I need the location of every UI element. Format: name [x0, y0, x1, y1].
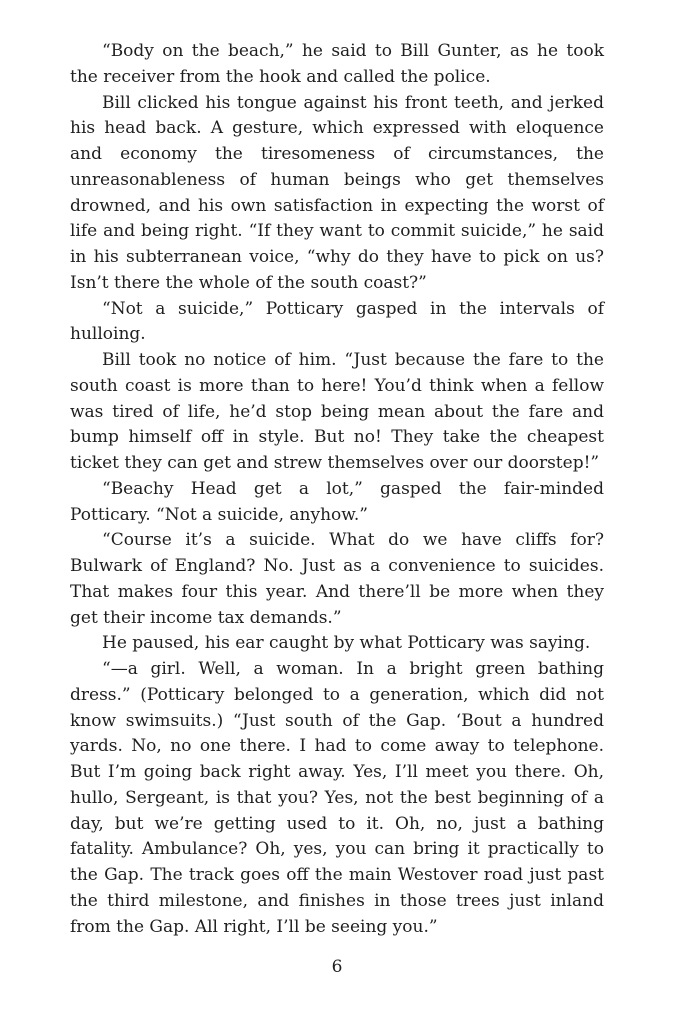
paragraph: “Beachy Head get a lot,” gasped the fair-minded Potticary. “Not a suicide, anyhow.” — [70, 478, 604, 525]
paragraph: “—a girl. Well, a woman. In a bright green bathing dress.” (Potticary belonged to a generation, which did not know swimsuits.) “Just south of the Gap. ‘Bout a hundred yards. No, no one there. I had to come away to telephone. But I’m going back right away. Yes, I’ll meet you there. Oh, hullo, Sergeant, is that you? Yes, not the best beginning of a day, but we’re getting used to it. Oh, no, just a bathing fatality. Ambulance? Oh, yes, you can bring it practically to the Gap. The track goes off the main Westover road just past the third milestone, and finishes in those trees just inland from the Gap. All right, I’ll be seeing you.” — [70, 659, 604, 937]
paragraph: “Not a suicide,” Potticary gasped in the intervals of hulloing. — [70, 298, 604, 345]
paragraph: Bill took no notice of him. “Just because the fare to the south coast is more than to here! You’d think when a fellow was tired of life, he’d stop being mean about the fare and bump himself off in style. But no! They take the cheapest ticket they can get and strew themselves over our doorstep!” — [70, 350, 604, 473]
paragraph: He paused, his ear caught by what Potticary was saying. — [102, 633, 591, 654]
page-number: 6 — [331, 957, 343, 977]
paragraph: Bill clicked his tongue against his front teeth, and jerked his head back. A gesture, which expressed with eloquence and economy the tiresomeness of circumstances, the unreasonableness of human beings who get themselves drowned, and his own satisfaction in expecting the worst of life and being right. “If they want to commit suicide,” he said in his subterranean voice, “why do they have to pick on us? Isn’t there the whole of the south coast?” — [70, 92, 604, 293]
page-body — [70, 39, 604, 940]
paragraph: “Body on the beach,” he said to Bill Gunter, as he took the receiver from the hook and called the police. — [70, 41, 604, 87]
paragraph: “Course it’s a suicide. What do we have cliffs for? Bulwark of England? No. Just as a convenience to suicides. That makes four this year. And there’ll be more when they get their income tax demands.” — [70, 530, 604, 628]
